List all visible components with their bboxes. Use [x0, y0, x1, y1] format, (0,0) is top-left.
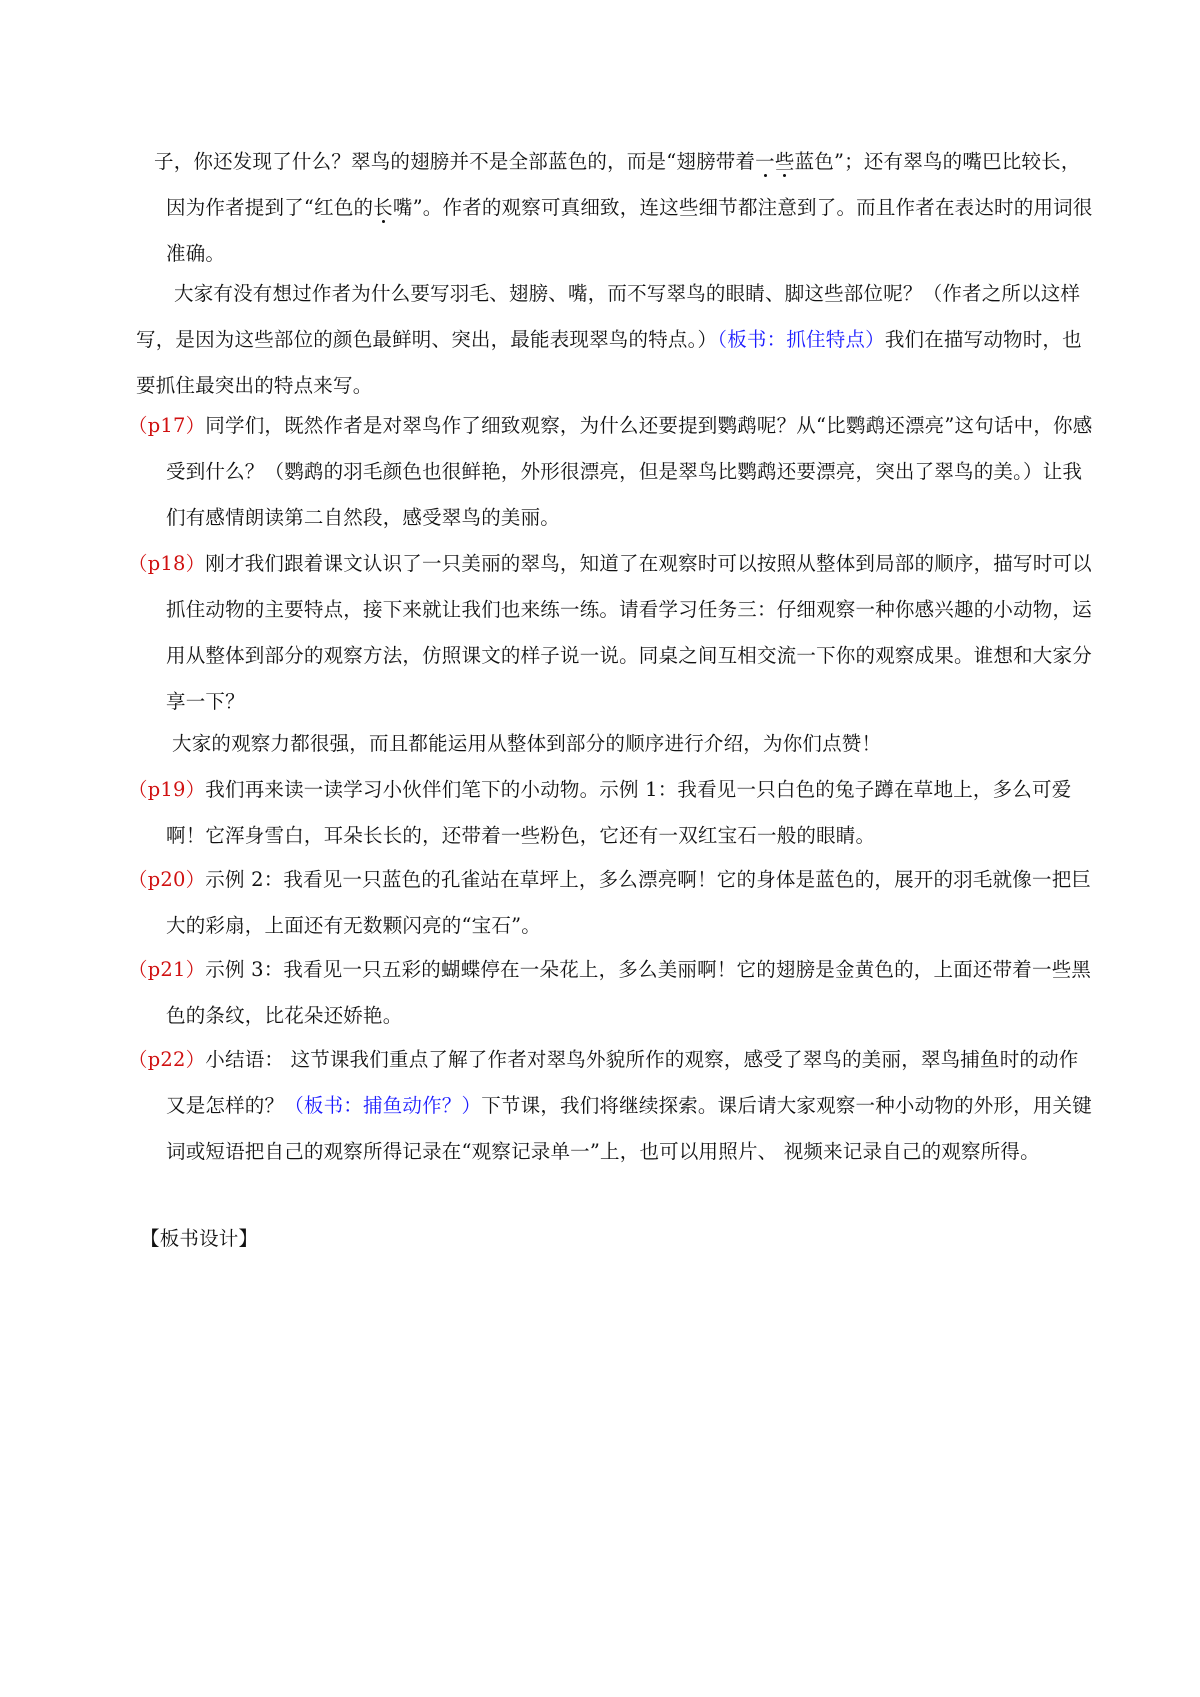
text-run: 蓝色”；还有翠鸟的嘴巴比较长，因为作者提到了“红色的 — [166, 150, 1081, 219]
heading-text: 【板书设计】 — [140, 1227, 259, 1250]
board-note-grasp-features: （板书：抓住特点） — [717, 328, 885, 351]
paragraph-p19 — [128, 767, 1096, 859]
paragraph-p18 — [128, 541, 1096, 725]
slide-tag: （p19） — [128, 778, 206, 801]
slide-tag: （p21） — [128, 958, 206, 981]
slide-tag: （p18） — [128, 552, 206, 575]
paragraph-p22-summary — [128, 1037, 1096, 1175]
board-design-heading — [140, 1216, 1096, 1262]
paragraph-text: 小结语： 这节课我们重点了解了作者对翠鸟外貌所作的观察，感受了翠鸟的美丽，翠鸟捕鱼时的动作又是怎样的？ — [166, 1048, 1079, 1117]
paragraph-observation-details — [154, 139, 1096, 277]
text-run: 子，你还发现了什么？翠鸟的翅膀并不是全部蓝色的，而是“翅膀带着 — [154, 150, 756, 173]
emphasis-dot-char: 长 — [373, 196, 393, 219]
text-run: 嘴”。作者的观察可真细致，连这些细节都注意到了。而且作者在表达时的用词很准确。 — [166, 196, 1093, 265]
paragraph-text: 示例 3：我看见一只五彩的蝴蝶停在一朵花上，多么美丽啊！它的翅膀是金黄色的，上面还带着一些黑色的条纹，比花朵还娇艳。 — [166, 958, 1092, 1027]
paragraph-p21 — [128, 947, 1096, 1039]
slide-tag: （p17） — [128, 414, 206, 437]
paragraph-text: 示例 2：我看见一只蓝色的孔雀站在草坪上，多么漂亮啊！它的身体是蓝色的，展开的羽毛就像一把巨大的彩扇，上面还有无数颗闪亮的“宝石”。 — [166, 868, 1092, 937]
paragraph-why-these-parts — [136, 271, 1096, 409]
board-note-fishing-action: （板书：捕鱼动作？） — [284, 1094, 482, 1117]
paragraph-praise — [172, 721, 1096, 767]
paragraph-text: 大家的观察力都很强，而且都能运用从整体到部分的顺序进行介绍，为你们点赞！ — [172, 732, 882, 755]
paragraph-text: 刚才我们跟着课文认识了一只美丽的翠鸟，知道了在观察时可以按照从整体到局部的顺序，描写时可以抓住动物的主要特点，接下来就让我们也来练一练。请看学习任务三：仔细观察一种你感兴趣的小动物，运用从整体到部分的观察方法，仿照课文的样子说一说。同桌之间互相交流一下你的观察成果。谁想和大家分享一下？ — [166, 552, 1092, 713]
paragraph-p17 — [128, 403, 1096, 541]
emphasis-dot-char: 些 — [774, 150, 795, 173]
slide-tag: （p20） — [128, 868, 206, 891]
text-run: 大家有没有想过作者为什么要写羽毛、翅膀、嘴，而不写翠鸟的眼睛、脚这些部位呢？（作者之所以这样写，是因为这些部位的颜色最鲜明、突出，最能表现翠鸟的特点。） — [136, 282, 1081, 351]
paragraph-text: 我们再来读一读学习小伙伴们笔下的小动物。示例 1：我看见一只白色的兔子蹲在草地上，多么可爱啊！它浑身雪白，耳朵长长的，还带着一些粉色，它还有一双红宝石一般的眼睛。 — [166, 778, 1072, 847]
emphasis-dot-char: 一 — [755, 150, 775, 173]
paragraph-p20 — [128, 857, 1096, 949]
text-run: 我们在描写动物时，也要抓住最突出的特点来写。 — [136, 328, 1082, 397]
paragraph-text: 下节课，我们将继续探索。课后请大家观察一种小动物的外形，用关键词或短语把自己的观察所得记录在“观察记录单一”上，也可以用照片、 视频来记录自己的观察所得。 — [166, 1094, 1092, 1163]
paragraph-text: 同学们，既然作者是对翠鸟作了细致观察，为什么还要提到鹦鹉呢？从“比鹦鹉还漂亮”这句话中，你感受到什么？（鹦鹉的羽毛颜色也很鲜艳，外形很漂亮，但是翠鸟比鹦鹉还要漂亮，突出了翠鸟的美。）让我们有感情朗读第二自然段，感受翠鸟的美丽。 — [166, 414, 1093, 529]
slide-tag: （p22） — [128, 1048, 206, 1071]
